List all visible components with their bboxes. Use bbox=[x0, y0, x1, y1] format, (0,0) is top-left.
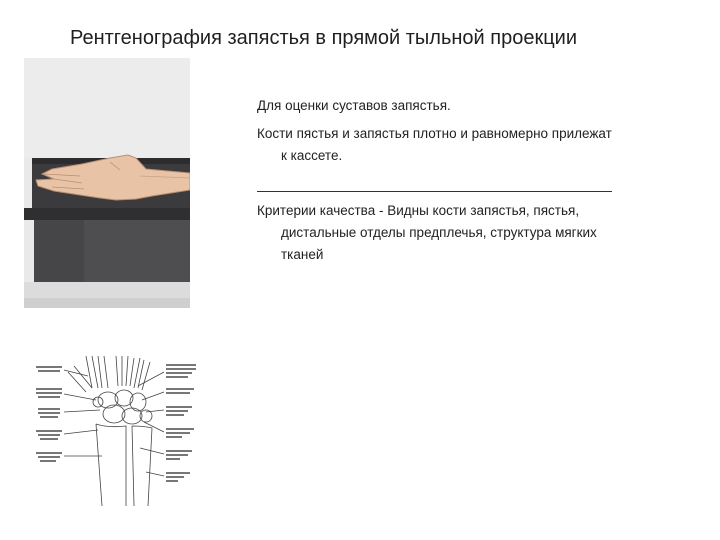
positioning-paragraph bbox=[257, 123, 697, 167]
quality-line-1: Критерии качества - Видны кости запястья, пястья, bbox=[257, 203, 580, 218]
wrist-bones-diagram bbox=[34, 356, 200, 506]
purpose-paragraph: Для оценки суставов запястья. bbox=[257, 98, 451, 113]
quality-line-2: дистальные отделы предплечья, структура мягких bbox=[281, 225, 597, 240]
hand-positioning-photo bbox=[24, 58, 190, 308]
quality-criteria-paragraph bbox=[257, 200, 697, 266]
divider-line bbox=[257, 191, 612, 192]
quality-line-3: тканей bbox=[281, 247, 324, 262]
description-text bbox=[257, 95, 697, 266]
slide-title: Рентгенография запястья в прямой тыльной проекции bbox=[70, 27, 578, 49]
positioning-line-1: Кости пястья и запястья плотно и равномерно прилежат bbox=[257, 126, 612, 141]
positioning-line-2: к кассете. bbox=[281, 148, 343, 163]
